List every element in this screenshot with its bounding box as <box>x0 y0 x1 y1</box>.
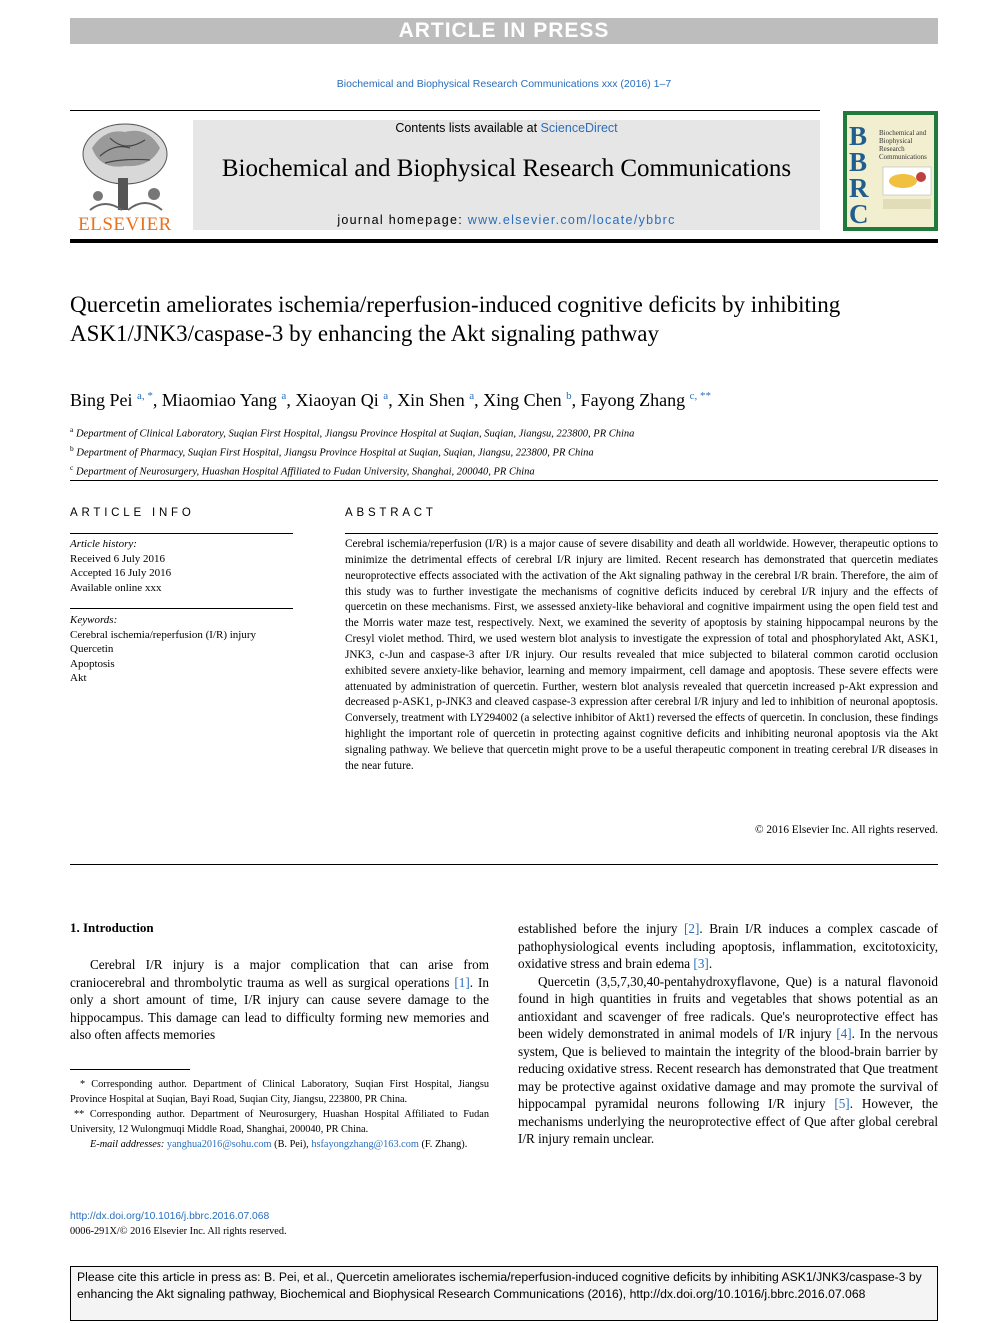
reference-link[interactable]: [4] <box>836 1026 852 1041</box>
keyword-item: Apoptosis <box>70 657 115 670</box>
author[interactable]: Fayong Zhang $^{c, **}$ <box>580 390 711 410</box>
svg-text:Biophysical: Biophysical <box>879 137 913 145</box>
homepage-prefix: journal homepage: <box>337 213 468 227</box>
svg-text:C: C <box>849 199 869 229</box>
elsevier-tree-icon <box>70 118 180 234</box>
journal-cover-thumbnail[interactable] <box>843 111 938 231</box>
abstract-heading: ABSTRACT <box>345 507 437 519</box>
email-link[interactable]: hsfayongzhang@163.com <box>311 1139 419 1150</box>
reference-link[interactable]: [3] <box>693 956 709 971</box>
keyword-item: Akt <box>70 672 87 684</box>
reference-link[interactable]: [2] <box>683 921 700 936</box>
section-divider <box>70 480 938 481</box>
copyright-notice: © 2016 Elsevier Inc. All rights reserved. <box>754 824 938 836</box>
intro-paragraph: Cerebral I/R injury is a major complication that can arise from craniocerebral and thrombolytic trauma as well as surgical operations [1]. In only a short amount of time, I/R injury can cause severe damage to the hippocampus. This damage can lead to difficulty forming new memories and also often affects memories <box>70 957 489 1042</box>
author-list: Bing Pei $^{a, *}$, Miaomiao Yang $^a$, Xiaoyan Qi $^a$, Xin Shen $^a$, Xing Chen $^b$, Fayong Zhang $^{c, **}$ <box>70 390 711 410</box>
abstract-rule <box>345 533 938 534</box>
author[interactable]: Xing Chen $^b$ <box>483 390 572 410</box>
elsevier-logo[interactable] <box>70 118 180 234</box>
article-info-heading: ARTICLE INFO <box>70 507 195 519</box>
affiliations <box>70 423 938 480</box>
svg-text:ELSEVIER: ELSEVIER <box>78 214 172 234</box>
email-footnote: E-mail addresses: yanghua2016@sohu.com (B. Pei), hsfayongzhang@163.com (F. Zhang). <box>90 1139 468 1150</box>
homepage-line <box>193 213 820 227</box>
intro-paragraph: established before the injury [2]. Brain I/R induces a complex cascade of pathophysiological events including apoptosis, inflammation, excitotoxicity, oxidative stress and brain edema [3]. <box>518 921 938 971</box>
footnote-rule <box>70 1069 190 1070</box>
svg-text:Research: Research <box>879 145 905 153</box>
keyword-item: Cerebral ischemia/reperfusion (I/R) injury <box>70 628 257 641</box>
svg-text:Biochemical and: Biochemical and <box>879 129 927 137</box>
history-label: Article history: <box>70 538 137 550</box>
info-rule <box>70 533 293 534</box>
history-item: Available online xxx <box>70 581 162 594</box>
affiliation-item: $^b$ Department of Pharmacy, Suqian First Hospital, Jiangsu Province Hospital at Suqian, Suqian, Jiangsu, 223800, PR China <box>70 444 594 459</box>
history-item: Received 6 July 2016 <box>70 552 166 565</box>
article-history <box>70 537 293 595</box>
footnote: ** Corresponding author. Department of Neurosurgery, Huashan Hospital Affiliated to Fudan University, 12 Wulongmuqi Middle Road, Shanghai, 200040, PR China. <box>70 1109 489 1135</box>
issn-line: 0006-291X/© 2016 Elsevier Inc. All rights reserved. <box>70 1226 287 1237</box>
svg-text:B: B <box>849 147 868 177</box>
author[interactable]: Xin Shen $^a$ <box>397 390 475 410</box>
contents-prefix: Contents lists available at <box>395 121 541 135</box>
svg-text:Communications: Communications <box>879 153 927 161</box>
journal-title: Biochemical and Biophysical Research Communications <box>221 155 792 182</box>
doi-link[interactable]: http://dx.doi.org/10.1016/j.bbrc.2016.07.068 <box>70 1211 270 1222</box>
reference-link[interactable]: [1] <box>454 974 470 990</box>
email-link[interactable]: yanghua2016@sohu.com <box>166 1139 272 1150</box>
citation-box: Please cite this article in press as: B. Pei, et al., Quercetin ameliorates ischemia/reperfusion-induced cognitive deficits by inhibiting ASK1/JNK3/caspase-3 by enhancing the Akt signaling pathway, Biochemical and Biophysical Research Communications (2016), http://dx.doi.org/10.1016/j.bbrc.2016.07.068 <box>70 1266 938 1321</box>
svg-text:B: B <box>849 121 868 151</box>
header-rule <box>70 110 820 111</box>
affiliation-item: $^a$ Department of Clinical Laboratory, Suqian First Hospital, Jiangsu Province Hospital at Suqian, Suqian, Jiangsu, 223800, PR China <box>70 425 635 440</box>
intro-right-column <box>518 920 938 1148</box>
article-title: Quercetin ameliorates ischemia/reperfusion-induced cognitive deficits by inhibiting ASK1/JNK3/caspase-3 by enhancing the Akt signaling pathway <box>70 292 841 346</box>
info-rule <box>70 608 293 609</box>
affiliation-item: $^c$ Department of Neurosurgery, Huashan Hospital Affiliated to Fudan University, Shanghai, 200040, PR China <box>70 463 535 478</box>
reference-link[interactable]: [5] <box>834 1096 850 1111</box>
footnote: * Corresponding author. Department of Clinical Laboratory, Suqian First Hospital, Jiangsu Province Hospital at Suqian, Bayi Road, Suqian City, Jiangsu, 223800, PR China. <box>70 1079 489 1105</box>
bbrc-cover-icon <box>843 111 938 231</box>
section-divider <box>70 864 938 865</box>
author[interactable]: Bing Pei $^{a, *}$ <box>70 390 153 410</box>
author[interactable]: Xiaoyan Qi $^a$ <box>295 390 389 410</box>
intro-paragraph: Quercetin (3,5,7,30,40-pentahydroxyflavone, Que) is a natural flavonoid found in high quantities in fruits and vegetables that shows potential as an antioxidant and scavenger of free radicals. Que's neuroprotective effect has been widely demonstrated in animal models of I/R injury [4]. In the nervous system, Que is believed to maintain the integrity of the blood-brain barrier by reducing oxidative stress. Recent research has demonstrated that Que treatment may be protective against oxidative damage and may promote the survival of hippocampal pyramidal neurons following I/R injury [5]. However, the mechanisms underlying the neuroprotective effect of Que after global cerebral I/R injury remain unclear. <box>518 973 939 1146</box>
journal-reference-link[interactable]: Biochemical and Biophysical Research Communications xxx (2016) 1–7 <box>336 78 672 90</box>
footnotes <box>70 1077 489 1152</box>
homepage-link[interactable]: www.elsevier.com/locate/ybbrc <box>467 213 676 227</box>
svg-text:R: R <box>849 173 869 203</box>
author[interactable]: Miaomiao Yang $^a$ <box>161 390 287 410</box>
keywords-label: Keywords: <box>70 614 118 626</box>
article-in-press-banner: ARTICLE IN PRESS <box>70 18 938 44</box>
keywords <box>70 613 293 686</box>
sciencedirect-link[interactable]: ScienceDirect <box>540 121 618 135</box>
abstract-text: Cerebral ischemia/reperfusion (I/R) is a major cause of severe disability and death all worldwide. However, therapeutic options to minimize the detrimental effects of cerebral I/R injury are limited. Recent research has demonstrated that quercetin mediates neuroprotective effects associated with the activation of the Akt signaling pathway in the cerebral I/R brain. Therefore, the aim of this study was to further investigate the mechanisms of cognitive deficits induced by cerebral I/R injury and the effects of quercetin on these mechanisms. First, we assessed anxiety-like behavioral and cognitive impairment using the open field test and the Morris water maze test, respectively. Next, we examined the severity of apoptosis by staining hippocampal neurons by the Cresyl violet method. Third, we used western blot analysis to investigate the expression of total and phosphorylated Akt, ASK1, JNK3, c-Jun and caspase-3 after I/R injury. Our results revealed that mice subjected to bilateral common carotid occlusion exhibited severe anxiety-like behavior, learning and memory impairment, cell damage and apoptosis. These severe effects were attenuated by administration of quercetin. Further, western blot analysis revealed that quercetin increased p-Akt expression and decreased p-ASK1, p-JNK3 and cleaved caspase-3 expression after cerebral I/R injury and led to inhibition of neuronal apoptosis. Conversely, treatment with LY294002 (a selective inhibitor of Akt1) reversed the effects of quercetin. In conclusion, these findings highlight the important role of quercetin in protecting against cognitive deficits and inhibiting neuronal apoptosis via the Akt signaling pathway. We believe that quercetin might prove to be a useful therapeutic component in treating cerebral I/R diseases in the near future. <box>345 538 938 772</box>
history-item: Accepted 16 July 2016 <box>70 567 172 579</box>
contents-line <box>193 121 820 135</box>
introduction-heading: 1. Introduction <box>70 920 154 935</box>
keyword-item: Quercetin <box>70 643 114 655</box>
header-thick-rule <box>70 239 938 243</box>
